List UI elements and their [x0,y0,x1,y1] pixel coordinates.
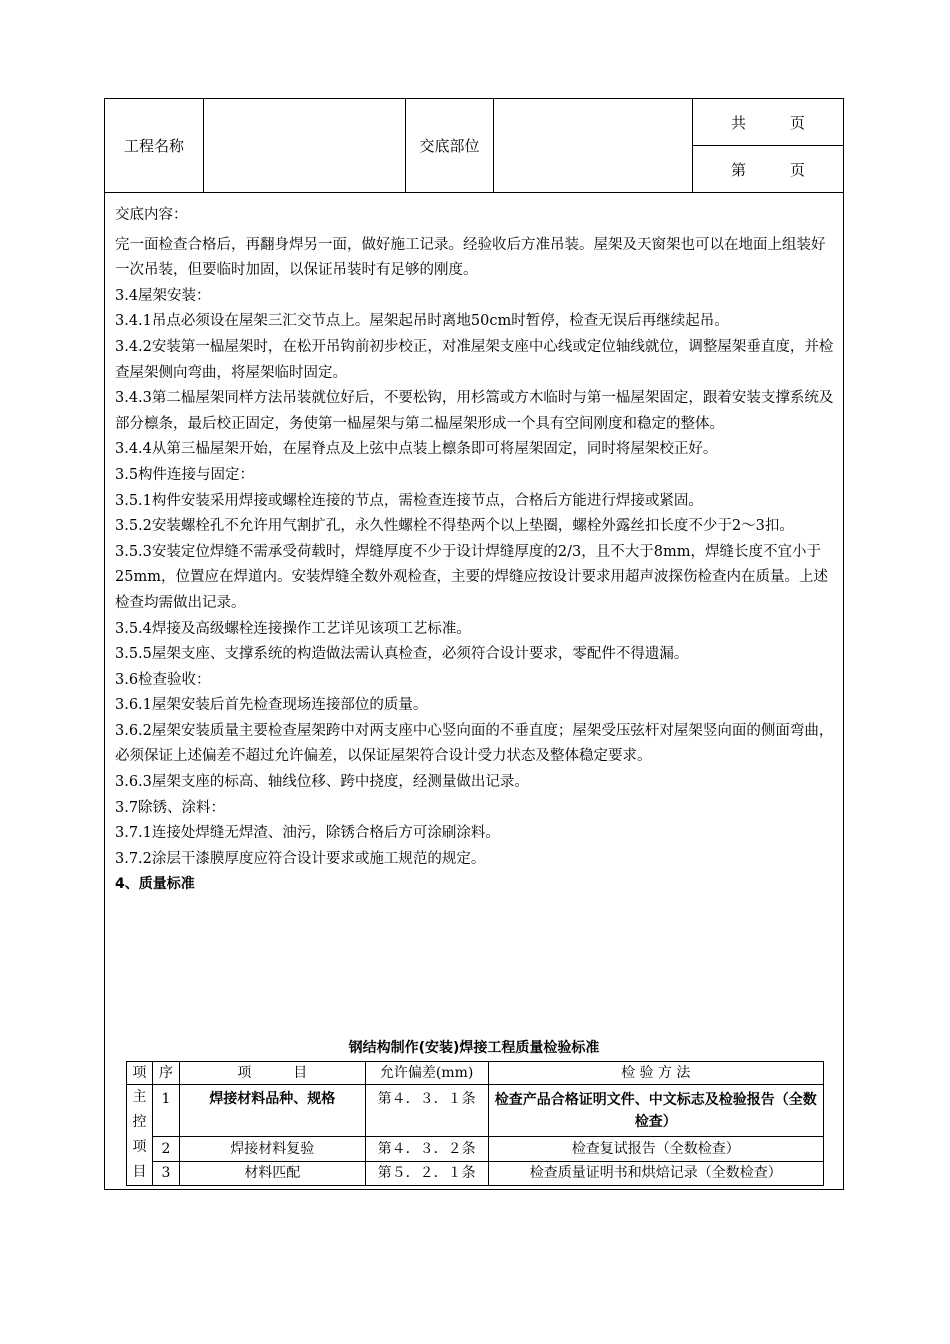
page-count-cell [693,99,843,192]
table-header-row [127,1062,824,1085]
page-number [693,145,843,192]
form-header [105,99,843,193]
handover-location-value [494,99,693,192]
total-pages-char1: 共 [730,113,746,132]
quality-inspection-table [126,1061,824,1186]
group-char: 控 [132,1114,147,1130]
paragraph: 3.6检查验收： [115,671,211,688]
row-item: 焊接材料复验 [179,1137,365,1161]
row-seq: 3 [152,1161,179,1185]
paragraph: 3.6.3屋架支座的标高、轴线位移、跨中挠度，经测量做出记录。 [115,774,529,791]
paragraph: 3.6.1屋架安装后首先检查现场连接部位的质量。 [115,697,428,714]
paragraph: 3.5.2安装螺栓孔不允许用气割扩孔，永久性螺栓不得垫两个以上垫圈，螺栓外露丝扣长度不少于2～3扣。 [115,518,794,535]
page-number-char1: 第 [730,160,746,179]
paragraph: 3.6.2屋架安装质量主要检查屋架跨中对两支座中心竖向面的不垂直度；屋架受压弦杆对屋架竖向面的侧面弯曲，必须保证上述偏差不超过允许偏差，以保证屋架符合设计受力状态及整体稳定要求。 [115,722,834,765]
row-deviation: 第５．２．１条 [365,1161,488,1185]
row-item: 焊接材料品种、规格 [179,1085,365,1137]
intro-label: 交底内容： [115,207,188,223]
header-item: 项 目 [179,1062,365,1085]
header-allowed-deviation: 允许偏差(mm) [365,1062,488,1085]
row-method: 检查复试报告（全数检查） [488,1137,823,1161]
group-char: 项 [132,1139,147,1155]
paragraph: 3.5.1构件安装采用焊接或螺栓连接的节点，需检查连接节点，合格后方能进行焊接或紧固。 [115,492,703,509]
total-pages-char2: 页 [790,113,806,132]
paragraph: 3.5.3安装定位焊缝不需承受荷载时，焊缝厚度不少于设计焊缝厚度的2/3，且不大于8mm，焊缝长度不宜小于25mm，位置应在焊道内。安装焊缝全数外观检查，主要的焊缝应按设计要求用超声波探伤检查内在质量。上述检查均需做出记录。 [115,543,828,611]
paragraph: 3.4.4从第三榀屋架开始，在屋脊点及上弦中点装上檩条即可将屋架固定，同时将屋架校正好。 [115,441,718,458]
handover-location-label: 交底部位 [406,99,494,192]
row-deviation: 第４．３．２条 [365,1137,488,1161]
header-inspection-method: 检 验 方 法 [488,1062,823,1085]
header-seq: 序 [152,1062,179,1085]
group-char: 主 [132,1089,147,1105]
disclosure-content [115,203,839,898]
page-number-char2: 页 [790,160,806,179]
project-name-label: 工程名称 [105,99,204,192]
total-pages [693,99,843,145]
paragraph: 3.4.3第二榀屋架同样方法吊装就位好后，不要松钩，用杉篙或方木临时与第一榀屋架固定，跟着安装支撑系统及部分檩条，最后校正固定，务使第一榀屋架与第二榀屋架形成一个具有空间刚度和稳定的整体。 [115,390,834,432]
project-name-value [204,99,406,192]
row-seq: 1 [152,1085,179,1137]
paragraph: 3.5构件连接与固定： [115,466,255,483]
group-char: 目 [132,1164,147,1180]
header-item-category: 项 [127,1062,153,1085]
table-row [127,1085,824,1137]
quality-table-title: 钢结构制作(安装)焊接工程质量检验标准 [348,1040,600,1056]
paragraph: 3.4.2安装第一榀屋架时，在松开吊钩前初步校正，对准屋架支座中心线或定位轴线就位，调整屋架垂直度，并检查屋架侧向弯曲，将屋架临时固定。 [115,338,834,381]
section-heading-quality-standard: 4、质量标准 [115,876,195,893]
paragraph: 3.5.4焊接及高级螺栓连接操作工艺详见该项工艺标准。 [115,620,471,637]
row-item: 材料匹配 [179,1161,365,1185]
row-deviation: 第４．３．１条 [365,1085,488,1137]
paragraph: 3.4.1吊点必须设在屋架三汇交节点上。屋架起吊时离地50cm时暂停，检查无误后再继续起吊。 [115,313,729,330]
main-control-group-label [127,1085,153,1186]
paragraph: 完一面检查合格后，再翻身焊另一面，做好施工记录。经验收后方准吊装。屋架及天窗架也可以在地面上组装好一次吊装，但要临时加固，以保证吊装时有足够的刚度。 [115,236,826,279]
paragraph: 3.7.2涂层干漆膜厚度应符合设计要求或施工规范的规定。 [115,850,486,867]
row-method: 检查产品合格证明文件、中文标志及检验报告（全数检查） [488,1085,823,1137]
paragraph: 3.7.1连接处焊缝无焊渣、油污，除锈合格后方可涂刷涂料。 [115,825,500,842]
table-row [127,1137,824,1161]
paragraph: 3.7除锈、涂料： [115,799,226,816]
paragraph: 3.5.5屋架支座、支撑系统的构造做法需认真检查，必须符合设计要求，零配件不得遗漏。 [115,646,689,663]
row-seq: 2 [152,1137,179,1161]
technical-disclosure-form [104,98,844,1190]
row-method: 检查质量证明书和烘焙记录（全数检查） [488,1161,823,1185]
table-row [127,1161,824,1185]
paragraph: 3.4屋架安装： [115,287,211,304]
